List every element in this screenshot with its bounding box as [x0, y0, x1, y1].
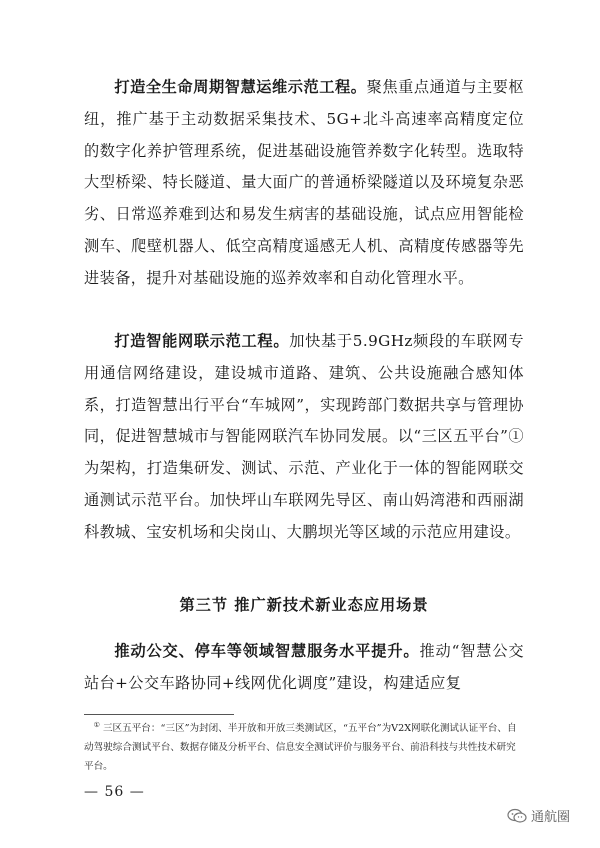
- footnote-text: 三区五平台：“三区”为封闭、半开放和开放三类测试区，“五平台”为V2X网联化测试认证平台、自动驾驶综合测试平台、数据存储及分析平台、信息安全测试评价与服务平台、前沿科技与共性技术研究平台。: [84, 723, 517, 773]
- footnote-marker: ①: [93, 721, 100, 729]
- paragraph-body: 聚焦重点通道与主要枢纽，推广基于主动数据采集技术、5G+北斗高速率高精度定位的数字化养护管理系统，促进基础设施管养数字化转型。选取特大型桥梁、特长隧道、量大面广的普通桥梁隧道以及环境复杂恶劣、日常巡养难到达和易发生病害的基础设施，试点应用智能检测车、爬壁机器人、低空高精度遥感无人机、高精度传感器等先进装备，提升对基础设施的巡养效率和自动化管理水平。: [84, 78, 524, 287]
- paragraph-lead: 推动公交、停车等领域智慧服务水平提升。: [114, 642, 420, 660]
- paragraph-smart-maintenance: [84, 72, 524, 295]
- paragraph-body: 加快基于5.9GHz频段的车联网专用通信网络建设，建设城市道路、建筑、公共设施融合感知体系，打造智慧出行平台“车城网”，实现跨部门数据共享与管理协同，促进智慧城市与智能网联汽车协同发展。以“三区五平台”①为架构，打造集研发、测试、示范、产业化于一体的智能网联交通测试示范平台。加快坪山车联网先导区、南山妈湾港和西丽湖科教城、宝安机场和尖岗山、大鹏坝光等区域的示范应用建设。: [84, 332, 524, 541]
- paragraph-lead: 打造智能网联示范工程。: [114, 332, 290, 350]
- section-heading: 第三节 推广新技术新业态应用场景: [179, 596, 429, 614]
- footnote-divider: [84, 714, 234, 715]
- page-number: — 56 —: [84, 784, 145, 800]
- footnote: [84, 716, 524, 776]
- watermark-label: 通航圈: [530, 810, 570, 825]
- paragraph-public-transit: [84, 636, 524, 700]
- paragraph-lead: 打造全生命周期智慧运维示范工程。: [114, 78, 367, 96]
- wechat-icon: [507, 808, 527, 824]
- watermark: [507, 806, 570, 825]
- paragraph-body: 推动“智慧公交站台+公交车路协同+线网优化调度”建设，构建适应复: [84, 642, 524, 692]
- paragraph-connected-vehicles: [84, 326, 524, 549]
